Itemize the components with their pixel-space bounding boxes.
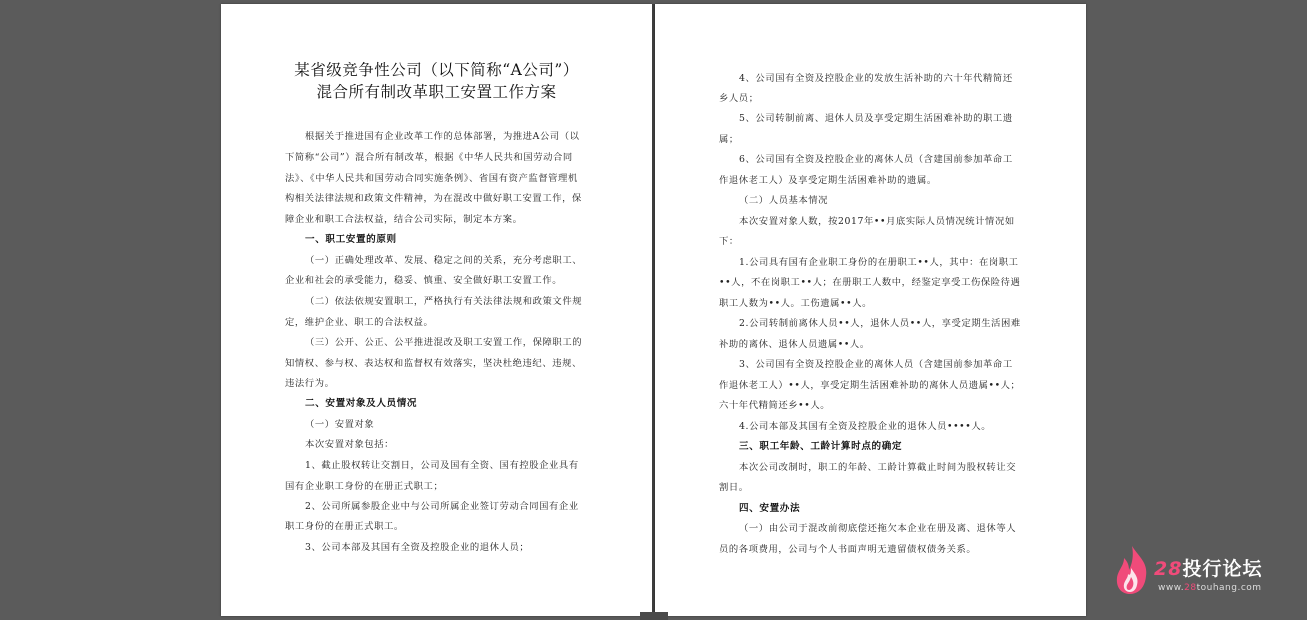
- paragraph-line: 违法行为。: [285, 378, 335, 389]
- paragraph-line: 作退休老工人）及享受定期生活困难补助的遗属。: [719, 175, 937, 186]
- paragraph-line: 企业和社会的承受能力，稳妥、慎重、安全做好职工安置工作。: [285, 275, 563, 286]
- paragraph-line: （二）依法依规安置职工，严格执行有关法律法规和政策文件规: [305, 296, 583, 307]
- subsection-heading: （一）安置对象: [305, 419, 375, 430]
- paragraph-line: 属；: [719, 134, 739, 145]
- paragraph-line: 国有企业职工身份的在册正式职工；: [285, 481, 444, 492]
- paragraph-line: 下：: [719, 236, 739, 247]
- paragraph-line: ••人，不在岗职工••人；在册职工人数中，经鉴定享受工伤保险待遇: [719, 277, 1021, 288]
- paragraph-line: 职工身份的在册正式职工。: [285, 521, 404, 532]
- watermark-title: [1154, 554, 1262, 581]
- paragraph-line: 2.公司转制前离休人员••人，退休人员••人，享受定期生活困难: [739, 318, 1021, 329]
- paragraph-line: （一）由公司于混改前彻底偿还拖欠本企业在册及离、退休等人: [739, 523, 1017, 534]
- site-watermark: [1112, 544, 1302, 604]
- paragraph-line: 下简称“公司”）混合所有制改革，根据《中华人民共和国劳动合同: [285, 152, 573, 163]
- document-page-right: [655, 4, 1086, 616]
- section-heading: 二、安置对象及人员情况: [305, 398, 418, 409]
- paragraph-line: 定，维护企业、职工的合法权益。: [285, 317, 434, 328]
- document-page-left: [221, 4, 652, 616]
- paragraph-line: （三）公开、公正、公平推进混改及职工安置工作，保障职工的: [305, 337, 583, 348]
- paragraph-line: 3、公司国有全资及控股企业的离休人员（含建国前参加革命工: [739, 359, 1013, 370]
- subsection-heading: （二）人员基本情况: [739, 195, 829, 206]
- watermark-number: 28: [1154, 558, 1183, 580]
- paragraph-line: 4.公司本部及其国有全资及控股企业的退休人员••••人。: [739, 421, 992, 432]
- paragraph-line: 2、公司所属参股企业中与公司所属企业签订劳动合同国有企业: [305, 501, 579, 512]
- paragraph-line: 作退休老工人）••人，享受定期生活困难补助的离休人员遗属••人；: [719, 380, 1021, 391]
- paragraph-line: 本次安置对象人数，按2017年••月底实际人员情况统计情况如: [739, 216, 1015, 227]
- watermark-url-suffix: touhang.com: [1196, 583, 1262, 593]
- watermark-name: 投行论坛: [1182, 558, 1263, 580]
- paragraph-line: 1、截止股权转让交割日，公司及国有全资、国有控股企业具有: [305, 460, 579, 471]
- paragraph-line: 法》、《中华人民共和国劳动合同实施条例》、省国有资产监督管理机: [285, 173, 578, 184]
- paragraph-line: 六十年代精简还乡••人。: [719, 400, 831, 411]
- paragraph-line: 乡人员；: [719, 93, 759, 104]
- section-heading: 三、职工年龄、工龄计算时点的确定: [739, 441, 903, 452]
- document-title-line-2: 混合所有制改革职工安置工作方案: [316, 83, 557, 101]
- watermark-url-prefix: www.: [1158, 583, 1185, 593]
- paragraph-line: 本次安置对象包括：: [305, 439, 395, 450]
- paragraph-line: （一）正确处理改革、发展、稳定之间的关系，充分考虑职工、: [305, 255, 583, 266]
- paragraph-line: 6、公司国有全资及控股企业的离休人员（含建国前参加革命工: [739, 154, 1013, 165]
- paragraph-line: 根据关于推进国有企业改革工作的总体部署，为推进A公司（以: [305, 131, 580, 142]
- paragraph-line: 障企业和职工合法权益，结合公司实际，制定本方案。: [285, 214, 523, 225]
- paragraph-line: 3、公司本部及其国有全资及控股企业的退休人员；: [305, 542, 530, 553]
- watermark-url: [1158, 583, 1262, 593]
- paragraph-line: 5、公司转制前离、退休人员及享受定期生活困难补助的职工遗: [739, 113, 1013, 124]
- paragraph-line: 构相关法律法规和政策文件精神，为在混改中做好职工安置工作，保: [285, 193, 582, 204]
- document-title-line-1: 某省级竞争性公司（以下简称“A公司”）: [294, 61, 579, 79]
- paragraph-line: 割日。: [719, 482, 749, 493]
- section-heading: 四、安置办法: [739, 503, 801, 514]
- paragraph-line: 4、公司国有全资及控股企业的发放生活补助的六十年代精简还: [739, 73, 1013, 84]
- section-heading: 一、职工安置的原则: [305, 234, 397, 245]
- watermark-url-accent: 28: [1184, 583, 1197, 593]
- paragraph-line: 员的各项费用，公司与个人书面声明无遗留债权债务关系。: [719, 544, 977, 555]
- page-nav-handle[interactable]: [640, 612, 668, 620]
- paragraph-line: 知情权、参与权、表达权和监督权有效落实，坚决杜绝违纪、违规、: [285, 358, 582, 369]
- paragraph-line: 1.公司具有国有企业职工身份的在册职工••人，其中：在岗职工: [739, 257, 1019, 268]
- paragraph-line: 职工人数为••人。工伤遗属••人。: [719, 298, 872, 309]
- paragraph-line: 本次公司改制时，职工的年龄、工龄计算截止时间为股权转让交: [739, 462, 1017, 473]
- paragraph-line: 补助的离休、退休人员遗属••人。: [719, 339, 870, 350]
- flame-logo-icon: [1112, 544, 1152, 596]
